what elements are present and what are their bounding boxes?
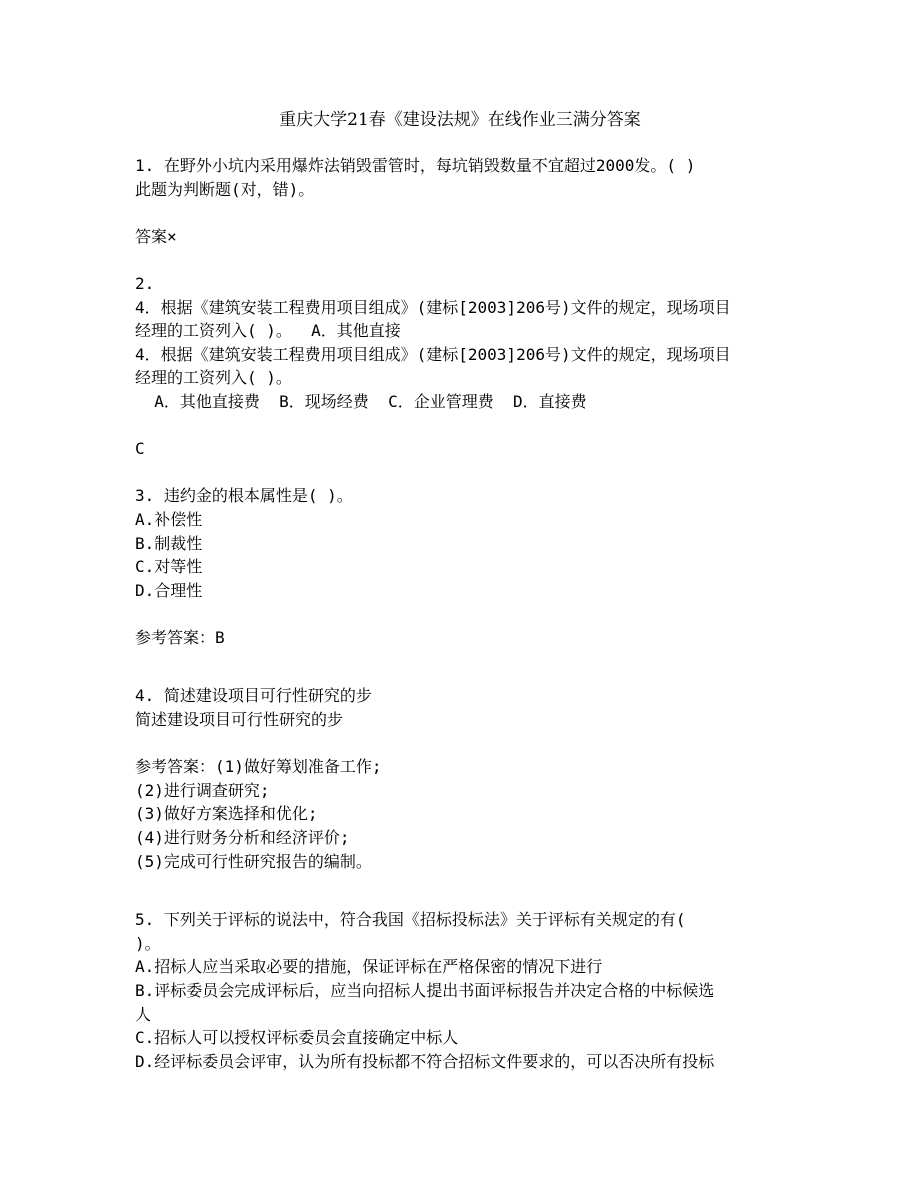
q5-option-d: D.经评标委员会评审，认为所有投标都不符合招标文件要求的，可以否决所有投标 [135, 1051, 715, 1071]
q5-option-c: C.招标人可以授权评标委员会直接确定中标人 [135, 1028, 459, 1048]
q2-options: A．其他直接费 B．现场经费 C．企业管理费 D．直接费 [135, 391, 587, 411]
q5-stem-line2: )。 [135, 933, 161, 953]
q4-stem-repeat: 简述建设项目可行性研究的步 [135, 710, 344, 730]
q3-option-c: C.对等性 [135, 557, 203, 577]
q3-option-b: B.制裁性 [135, 533, 203, 553]
q1-answer: 答案× [135, 226, 177, 246]
q3-option-a: A.补偿性 [135, 509, 203, 529]
q4-answer-line1: 参考答案：(1)做好筹划准备工作; [135, 757, 382, 777]
q2-answer: C [135, 439, 145, 459]
q5-option-b: B.评标委员会完成评标后，应当向招标人提出书面评标报告并决定合格的中标候选 [135, 981, 715, 1000]
q1-stem: 1. 在野外小坑内采用爆炸法销毁雷管时，每坑销毁数量不宜超过2000发。( ) [135, 156, 696, 175]
q4-answer-line5: (5)完成可行性研究报告的编制。 [135, 851, 372, 871]
q5-option-a: A.招标人应当采取必要的措施，保证评标在严格保密的情况下进行 [135, 957, 603, 977]
q4-stem: 4. 简述建设项目可行性研究的步 [135, 686, 372, 706]
document-body [135, 154, 795, 1073]
q3-option-d: D.合理性 [135, 580, 203, 600]
q2-number: 2. [135, 273, 155, 293]
q2-stem-line2: 经理的工资列入( )。 A．其他直接 [135, 321, 401, 341]
q5-stem-line1: 5. 下列关于评标的说法中，符合我国《招标投标法》关于评标有关规定的有( [135, 910, 686, 930]
q4-answer-line4: (4)进行财务分析和经济评价; [135, 828, 350, 848]
q2-stem-line4: 经理的工资列入( )。 [135, 368, 292, 388]
q4-answer-line3: (3)做好方案选择和优化; [135, 804, 318, 824]
q3-answer: 参考答案：B [135, 627, 225, 647]
q4-answer-line2: (2)进行调查研究; [135, 780, 270, 800]
q2-stem-line3: 4．根据《建筑安装工程费用项目组成》(建标[2003]206号)文件的规定，现场项目 [135, 344, 731, 364]
q1-type-note: 此题为判断题(对，错)。 [135, 179, 315, 199]
q2-stem-line1: 4．根据《建筑安装工程费用项目组成》(建标[2003]206号)文件的规定，现场项目 [135, 297, 731, 317]
q3-stem: 3. 违约金的根本属性是( )。 [135, 486, 353, 506]
document-title: 重庆大学21春《建设法规》在线作业三满分答案 [279, 110, 641, 130]
q5-option-b-cont: 人 [135, 1004, 152, 1024]
